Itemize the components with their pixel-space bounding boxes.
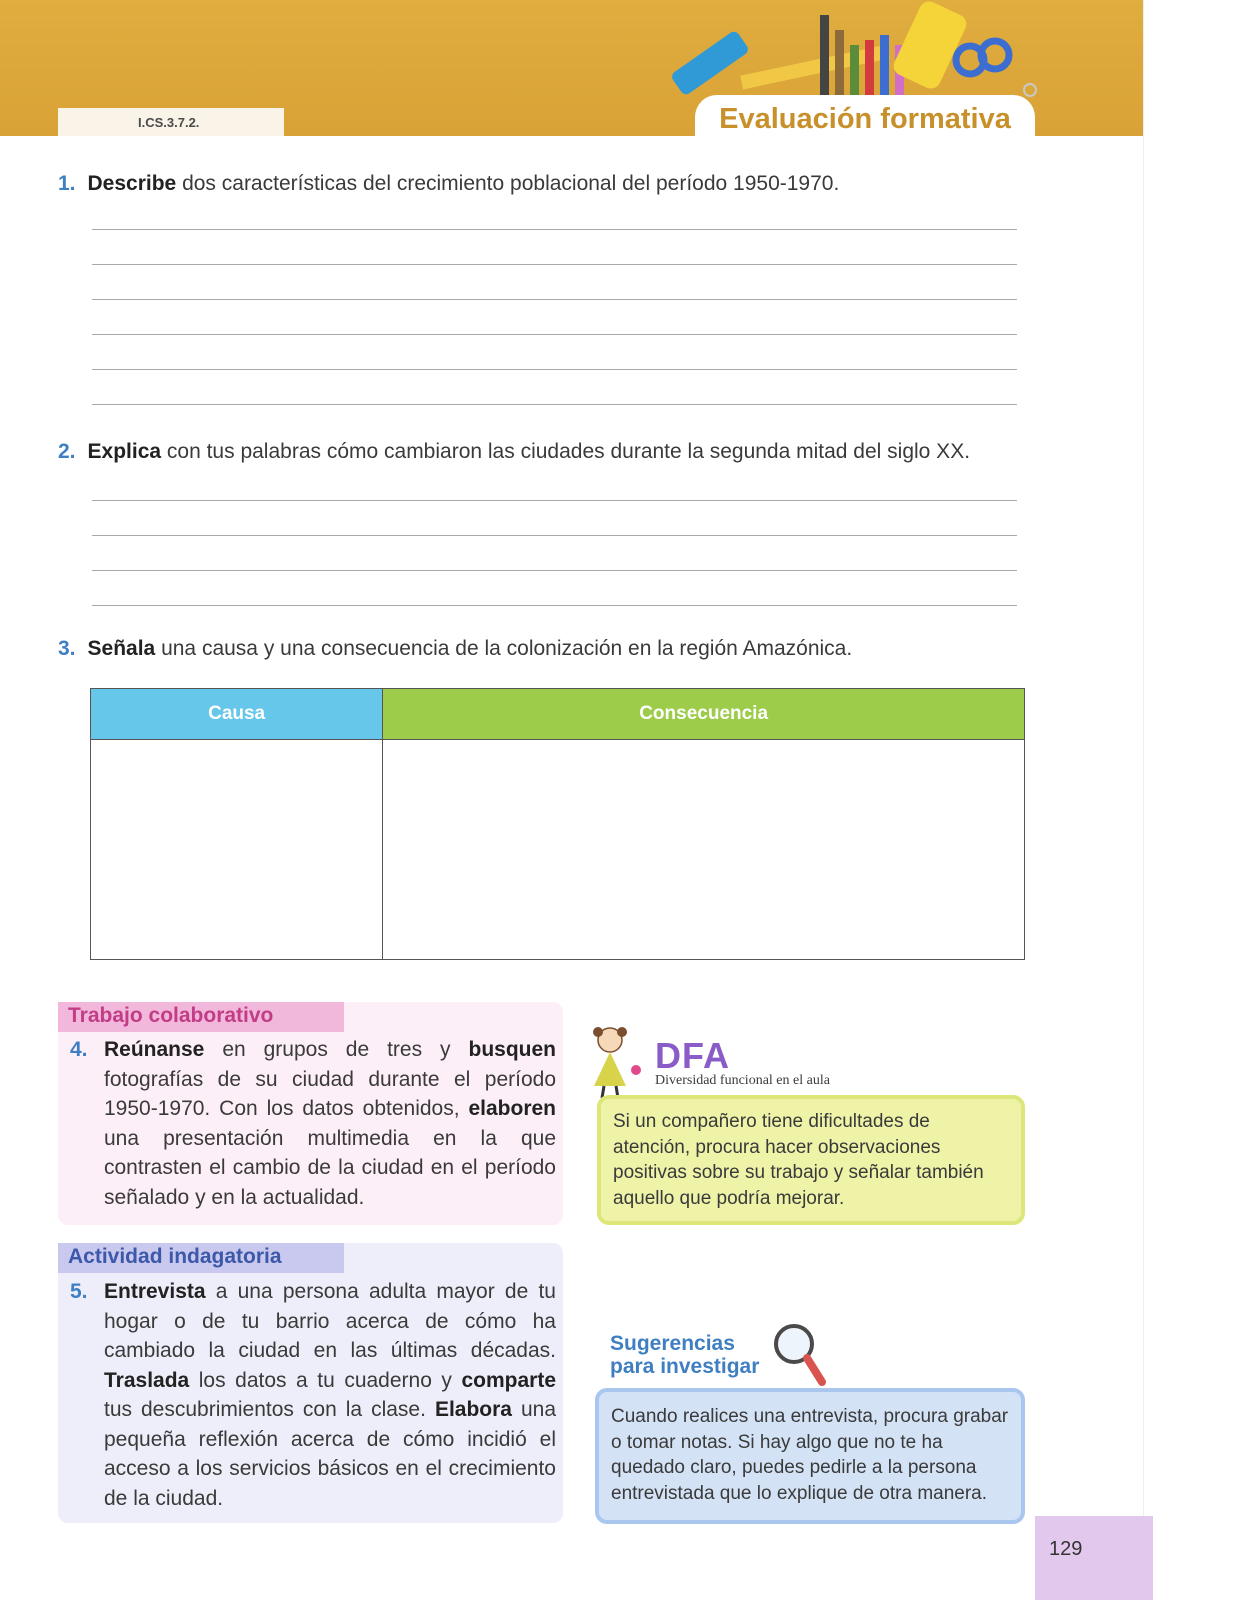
collaborative-work-tag: Trabajo colaborativo xyxy=(58,1002,344,1032)
activity-verb: elaboren xyxy=(468,1097,556,1120)
answer-line xyxy=(92,501,1017,536)
answer-line xyxy=(92,265,1017,300)
suggestions-text: Cuando realices una entrevista, procura grabar o tomar notas. Si hay algo que no te ha quedado claro, puedes pedirle a la persona entrevistada que lo explique de otra manera. xyxy=(611,1406,1009,1504)
column-header-consecuencia: Consecuencia xyxy=(383,689,1025,740)
activity-text: una pequeña reflexión acerca de cómo incidió el acceso a los servicios básicos en el crecimiento de la ciudad. xyxy=(104,1398,556,1510)
activity-verb: busquen xyxy=(468,1038,556,1061)
question-number: 1. xyxy=(58,172,76,195)
magnifying-glass-icon xyxy=(770,1320,830,1390)
question-number: 3. xyxy=(58,637,76,660)
activity-5 xyxy=(70,1277,556,1513)
answer-line xyxy=(92,466,1017,501)
answer-line xyxy=(92,571,1017,606)
question-text: dos características del crecimiento poblacional del período 1950-1970. xyxy=(176,172,840,195)
question-3 xyxy=(58,637,852,661)
dfa-text: Si un compañero tiene dificultades de atención, procura hacer observaciones positivas sobre su trabajo y señalar también aquello que podría mejorar. xyxy=(613,1111,984,1209)
activity-number: 5. xyxy=(70,1280,88,1303)
suggestions-title-line: para investigar xyxy=(610,1355,760,1378)
question-1 xyxy=(58,172,839,196)
answer-line xyxy=(92,370,1017,405)
girl-character-icon xyxy=(588,1020,652,1100)
answer-line xyxy=(92,335,1017,370)
dfa-title: DFA xyxy=(655,1035,730,1076)
activity-verb: Elabora xyxy=(434,1398,512,1421)
suggestions-title xyxy=(610,1332,759,1378)
activity-text: una presentación multimedia en la que contrasten el cambio de la ciudad en el período señalado y en la actualidad. xyxy=(104,1126,556,1209)
activity-verb: Reúnanse xyxy=(104,1038,205,1061)
question-verb: Señala xyxy=(87,637,156,660)
question-verb: Explica xyxy=(87,440,162,463)
question-2 xyxy=(58,440,970,464)
curriculum-code: I.CS.3.7.2. xyxy=(58,108,284,136)
page-margin xyxy=(1143,0,1236,1600)
activity-verb: Entrevista xyxy=(104,1280,206,1303)
answer-lines-2[interactable] xyxy=(92,466,1017,606)
answer-line xyxy=(92,195,1017,230)
causa-cell[interactable] xyxy=(91,740,383,960)
answer-line xyxy=(92,300,1017,335)
activity-text: fotografías de su ciudad durante el período 1950-1970. Con los datos obtenidos, xyxy=(104,1067,556,1120)
cause-consequence-table xyxy=(90,688,1025,960)
activity-verb: Traslada xyxy=(104,1368,190,1392)
dfa-box xyxy=(597,1095,1025,1225)
question-verb: Describe xyxy=(87,172,177,195)
question-text: con tus palabras cómo cambiaron las ciudades durante la segunda mitad del siglo XX. xyxy=(161,440,971,463)
consecuencia-cell[interactable] xyxy=(383,740,1025,960)
column-header-causa: Causa xyxy=(91,689,383,740)
section-title: Evaluación formativa xyxy=(695,95,1035,143)
answer-line xyxy=(92,230,1017,265)
activity-verb: comparte xyxy=(461,1368,556,1392)
activity-text: los datos a tu cuaderno y xyxy=(189,1368,462,1392)
activity-4 xyxy=(70,1035,556,1212)
answer-lines-1[interactable] xyxy=(92,195,1017,405)
question-text: una causa y una consecuencia de la colonización en la región Amazónica. xyxy=(155,637,853,660)
activity-text: tus descubrimientos con la clase. xyxy=(104,1398,435,1421)
question-number: 2. xyxy=(58,440,76,463)
suggestions-title-line: Sugerencias xyxy=(610,1332,735,1355)
activity-text: en grupos de tres y xyxy=(204,1038,469,1061)
activity-number: 4. xyxy=(70,1038,88,1061)
page-number: 129 xyxy=(1035,1516,1153,1600)
answer-line xyxy=(92,536,1017,571)
inquiry-activity-tag: Actividad indagatoria xyxy=(58,1243,344,1273)
activity-text: a una persona adulta mayor de tu hogar o de tu barrio acerca de cómo ha cambiado la ciudad en las últimas décadas. xyxy=(104,1280,556,1362)
dfa-subtitle: Diversidad funcional en el aula xyxy=(655,1073,830,1088)
suggestions-box xyxy=(595,1388,1025,1524)
